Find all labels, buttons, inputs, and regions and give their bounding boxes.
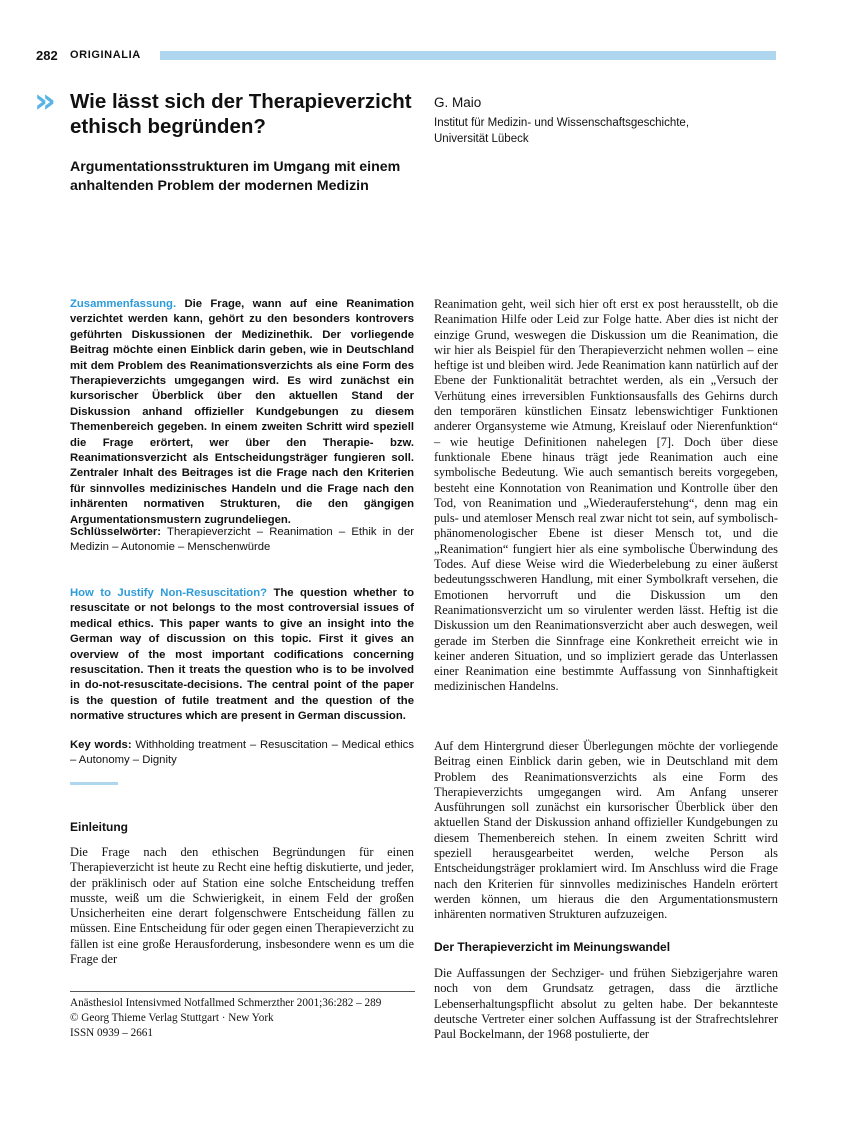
keywords-label: Schlüsselwörter: (70, 526, 162, 538)
footer-rule (70, 991, 415, 992)
section-heading: Der Therapieverzicht im Meinungswandel (434, 940, 671, 954)
right-column-heading (434, 940, 778, 954)
journal-footer (70, 996, 415, 1041)
author-name: G. Maio (434, 95, 482, 110)
body-paragraph: Auf dem Hintergrund dieser Überlegungen möchte der vorliegende Beitrag einen Einblick darin geben, wie in Deutschland mit dem Problem des Reanimationsverzichts als eine Form des Therapieverzichts umgegangen wird. Am Anfang unserer Ausführungen soll zunächst ein kursorischer Überblick über den aktuellen Stand der Diskussion anhand offizieller Kundgebungen zu diesem Themenbereich stehen. In einem zweiten Schritt wird speziell herausgearbeitet werden, welche Person als Entscheidungsträger proklamiert wird. Im Anschluss wird die Frage nach den Kriterien für sinnvolles medizinisches Handeln erörtert werden können, um hieraus die den Argumentationsmustern inhärenten normativen Strukturen aufzuzeigen. (434, 739, 778, 922)
intro-body (70, 845, 414, 967)
copyright-line: © Georg Thieme Verlag Stuttgart · New York (70, 1012, 274, 1024)
article-subtitle: Argumentationsstrukturen im Umgang mit einem anhaltenden Problem der modernen Medizin (70, 159, 401, 194)
quote-mark-icon: » (34, 81, 56, 121)
issn-line: ISSN 0939 – 2661 (70, 1027, 153, 1039)
header-color-bar (160, 51, 776, 60)
page-header (36, 46, 776, 66)
abstract-german (70, 297, 414, 528)
abstract-english (70, 586, 414, 725)
keywords-text: Withholding treatment – Resuscitation – Medical ethics – Autonomy – Dignity (70, 739, 414, 767)
keywords-german (70, 525, 414, 556)
body-paragraph: Reanimation geht, weil sich hier oft erst ex post herausstellt, ob die Reanimation Hilfe oder Leid zur Folge hatte. Aber dies ist nicht der einzige Grund, weswegen die Diskussion um die Reanimation, die wir hier als Beispiel für den Therapieverzicht nehmen wollen – eine heftige ist und bleiben wird. Jede Reanimation kann natürlich auf der Ebene der Funktionalität betrachtet werden, als ein „Versuch der Verhütung eines irreversiblen Funktionsausfalls des Gehirns durch den temporären künstlichen Einsatz lebenswichtiger Funktionen anderer Organsysteme wie Atmung, Kreislauf oder Nierenfunktion“ – wie heutige Definitionen nahelegen [7]. Doch über diese funktionale Ebene hinaus trägt jede Reanimation auch eine symbolische Bedeutung. Wie auch semantisch bereits vorgegeben, besteht eine Konnotation von Reanimation und Kontrolle über den Tod, von Reanimation und „Wiederauferstehung“, denn mag ein puls- und atemloser Mensch real zwar nicht tot sein, auf symbolisch-phänomenologischer Ebene ist dieser Mensch tot, und die „Reanimation“ fungiert hier als eine symbolische Überwindung des Todes. Auf diese Weise wird die Wiederbelebung zu einer äußerst bedeutungsschweren Handlung, mit einer Symbolkraft versehen, die Emotionen hervorruft und die Diskussion um den Reanimationsverzicht um so virulenter werden lässt. Heftig ist die Diskussion um den Reanimationsverzicht aber auch deswegen, weil gerade im Sterben die Sinnfrage eine Konkretheit erreicht wie in keiner anderen Situation, und so impliziert gerade das Unterlassen einer Reanimation eine bestimmte Auffassung von Sinnhaftigkeit medizinischen Handelns. (434, 297, 778, 694)
body-paragraph: Die Auffassungen der Sechziger- und frühen Siebzigerjahre waren noch von dem Grundsatz getragen, dass die ärztliche Lebenserhaltungspflicht absolut zu gelten habe. Der bekannteste deutsche Vertreter einer solchen Auffassung ist der Strafrechtslehrer Paul Bockelmann, der 1968 postulierte, der (434, 966, 778, 1042)
author-affiliation (434, 116, 774, 147)
right-column-para1 (434, 297, 778, 695)
article-title: Wie lässt sich der Therapieverzicht ethisch begründen? (70, 90, 412, 138)
right-column-para2 (434, 739, 778, 923)
page-number: 282 (36, 48, 58, 63)
affiliation-line: Institut für Medizin- und Wissenschaftsgeschichte, (434, 117, 690, 129)
section-heading: Einleitung (70, 820, 128, 834)
section-divider (70, 782, 118, 785)
abstract-text: Die Frage, wann auf eine Reanimation verzichtet werden kann, gehört zu den besonders kontrovers geführten Diskussionen der Medizinethik. Der vorliegende Beitrag möchte einen Einblick darin geben, wie in Deutschland mit dem Problem des Reanimationsverzichts als eine Form des Therapieverzichts umgegangen wird. Es wird zunächst ein kursorischer Überblick über den aktuellen Stand der Diskussion anhand offizieller Kundgebungen zu diesem Themenbereich gegeben. In einem zweiten Schritt wird speziell die Frage erörtert, wer über den Therapie- bzw. Reanimationsverzicht als Entscheidungsträger fungieren soll. Zentraler Inhalt des Beitrages ist die Frage nach den Kriterien für sinnvolles medizinisches Handeln und die Frage nach den inhärenten normativen Strukturen, die den gängigen Argumentationsmustern zugrundeliegen. (70, 298, 414, 526)
keywords-label: Key words: (70, 739, 132, 751)
abstract-label: Zusammenfassung. (70, 298, 177, 310)
citation-line: Anästhesiol Intensivmed Notfallmed Schmerzther 2001;36:282 – 289 (70, 997, 382, 1009)
keywords-text: Therapieverzicht – Reanimation – Ethik in der Medizin – Autonomie – Menschenwürde (70, 526, 414, 554)
abstract-text: The question whether to resuscitate or not belongs to the most controversial issues of medical ethics. This paper wants to give an insight into the German way of discussion on this topic. First it gives an overview of the most important codifications concerning resuscitation. Then it treats the question who is to be involved in do-not-resuscitate-decisions. The central point of the paper is the question of futile treatment and the question of the normative structures which are present in German discussion. (70, 587, 414, 723)
section-label: ORIGINALIA (70, 49, 141, 61)
affiliation-line: Universität Lübeck (434, 132, 529, 145)
abstract-label: How to Justify Non-Resuscitation? (70, 587, 268, 599)
body-paragraph: Die Frage nach den ethischen Begründungen für einen Therapieverzicht ist heute zu Recht eine heftig diskutierte, und jeder, der präklinisch oder auf Station eine solche Entscheidung treffen musste, weiß um die Schwierigkeit, in einem Feld der großen Unsicherheiten eine derart folgenschwere Entscheidung fällen zu müssen. Eine Entscheidung für oder gegen einen Therapieverzicht zu fällen ist eine große Herausforderung, insbesondere wenn es um die Frage der (70, 845, 414, 967)
intro-section (70, 820, 414, 834)
right-column-para3 (434, 966, 778, 1042)
keywords-english (70, 738, 414, 769)
